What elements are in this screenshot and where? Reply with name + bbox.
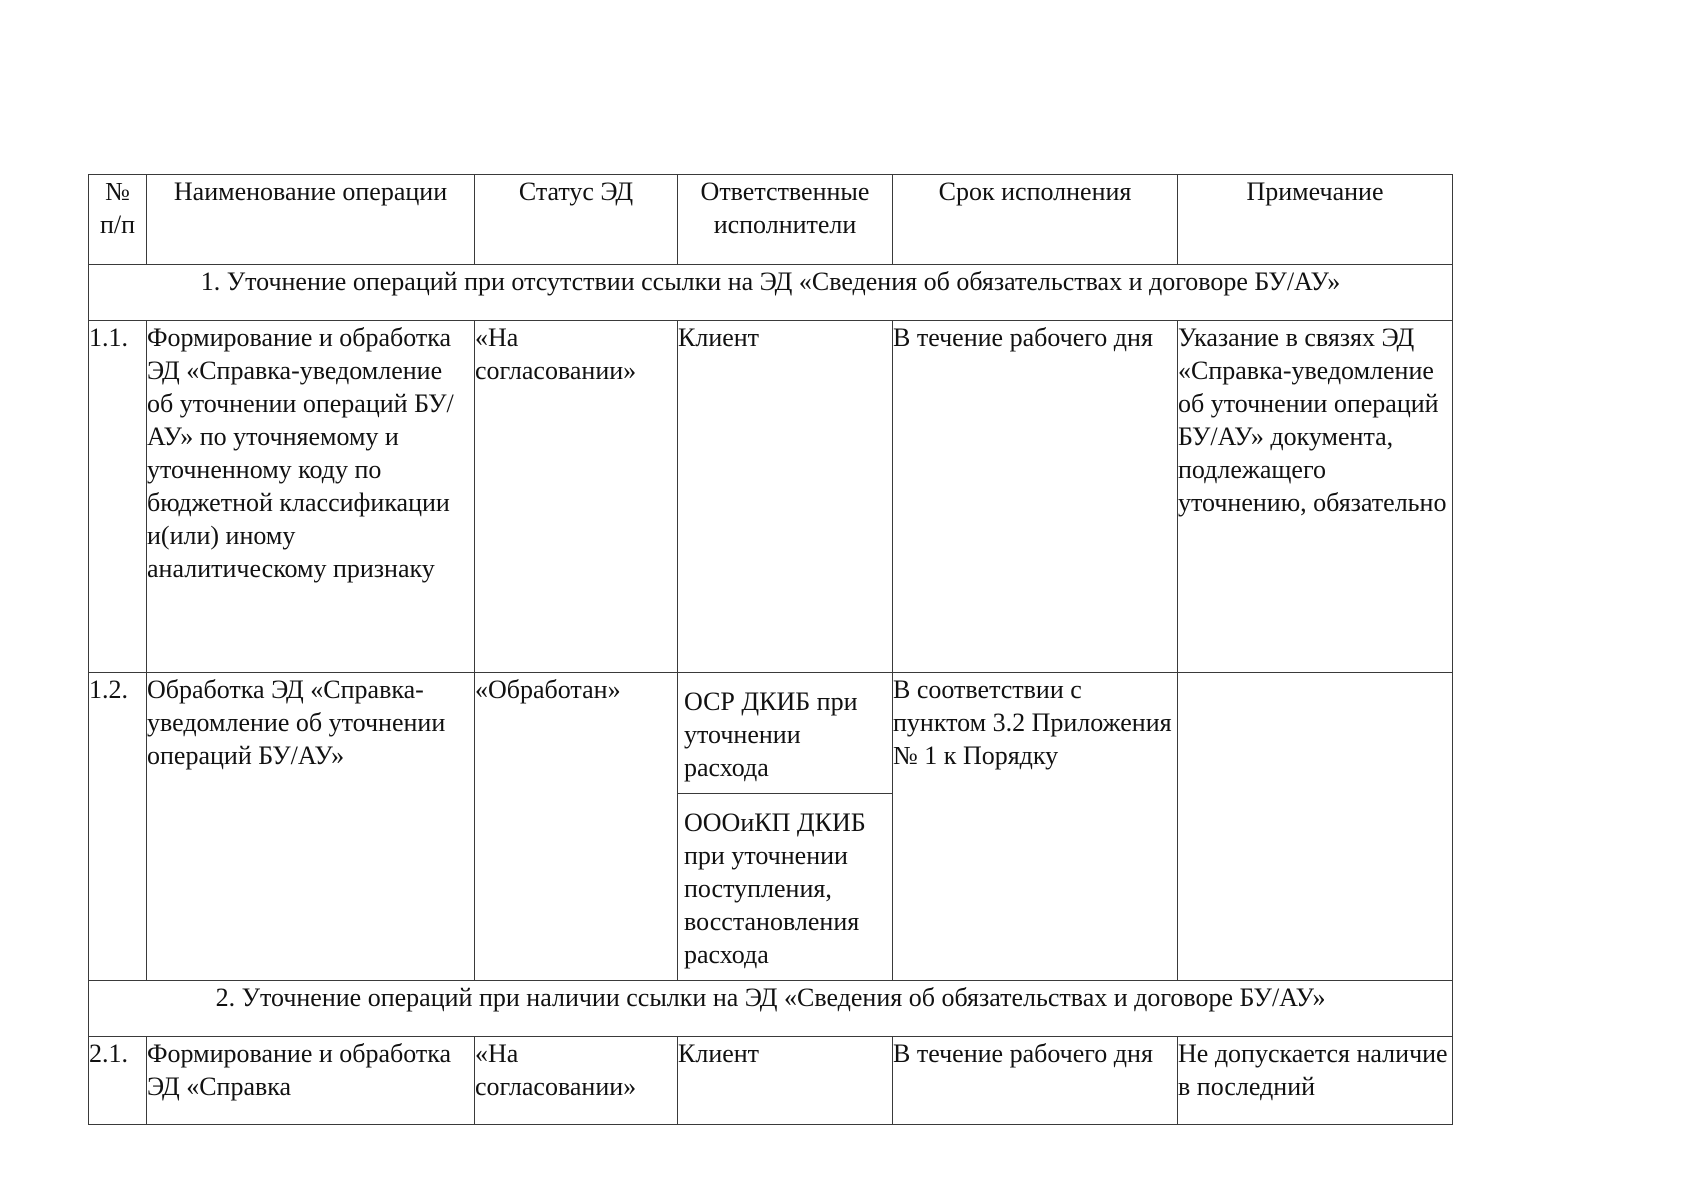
section-row-1	[89, 265, 1453, 321]
deadline: В течение рабочего дня	[893, 1037, 1178, 1125]
note: Указание в связях ЭД «Справка-уведомление об уточнении операций БУ/АУ» документа, подлежащего уточнению, обязательно	[1178, 321, 1453, 673]
responsible-expense: ОСР ДКИБ при уточнении расхода	[684, 687, 858, 782]
operation-name: Обработка ЭД «Справка-уведомление об уточнении операций БУ/АУ»	[147, 673, 475, 981]
responsible: Клиент	[678, 1037, 893, 1125]
table-row-2-1	[89, 1037, 1453, 1125]
responsible: Клиент	[678, 321, 893, 673]
note: Не допускается наличие в последний	[1178, 1037, 1453, 1125]
ed-status: «На согласовании»	[475, 321, 678, 673]
operation-name: Формирование и обработка ЭД «Справка	[147, 1037, 475, 1125]
row-number: 1.1.	[89, 321, 147, 673]
header-responsible: Ответственные исполнители	[678, 175, 893, 265]
table-row-1-2	[89, 673, 1453, 981]
deadline: В соответствии с пунктом 3.2 Приложения № 1 к Порядку	[893, 673, 1178, 981]
header-num	[89, 175, 147, 265]
deadline: В течение рабочего дня	[893, 321, 1178, 673]
header-status: Статус ЭД	[475, 175, 678, 265]
operation-name: Формирование и обработка ЭД «Справка-уведомление об уточнении операций БУ/АУ» по уточняемому и уточненному коду по бюджетной классификации и(или) иному аналитическому признаку	[147, 321, 475, 673]
note	[1178, 673, 1453, 981]
section-title-1: 1. Уточнение операций при отсутствии ссылки на ЭД «Сведения об обязательствах и договоре БУ/АУ»	[89, 265, 1453, 321]
section-title-2: 2. Уточнение операций при наличии ссылки на ЭД «Сведения об обязательствах и договоре БУ/АУ»	[89, 981, 1453, 1037]
header-deadline: Срок исполнения	[893, 175, 1178, 265]
row-number: 2.1.	[89, 1037, 147, 1125]
ed-status: «Обработан»	[475, 673, 678, 981]
table-header-row	[89, 175, 1453, 265]
header-operation: Наименование операции	[147, 175, 475, 265]
responsible-income: ОООиКП ДКИБ при уточнении поступления, восстановления расхода	[678, 793, 892, 979]
header-num-text: № п/п	[99, 177, 136, 239]
section-row-2	[89, 981, 1453, 1037]
responsible-split	[678, 673, 893, 981]
table-row-1-1	[89, 321, 1453, 673]
ed-status: «На согласовании»	[475, 1037, 678, 1125]
row-number: 1.2.	[89, 673, 147, 981]
header-note: Примечание	[1178, 175, 1453, 265]
operations-table	[88, 174, 1453, 1125]
